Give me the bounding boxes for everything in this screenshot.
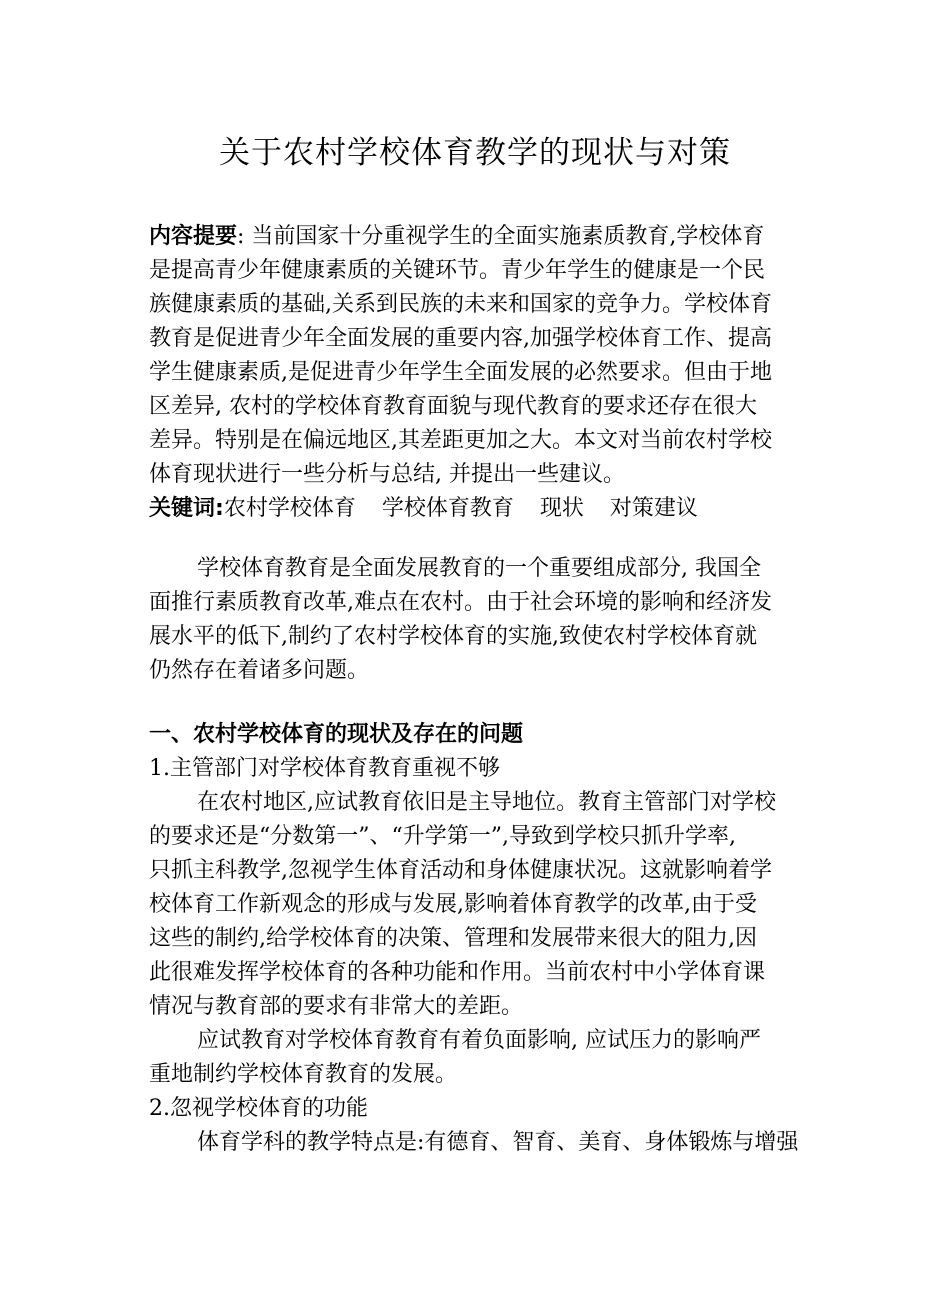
abstract-line: 学生健康素质,是促进青少年学生全面发展的必然要求。但由于地 [149,360,772,385]
document-title: 关于农村学校体育教学的现状与对策 [219,135,731,171]
abstract-line: 区差异, 农村的学校体育教育面貌与现代教育的要求还存在很大 [149,394,757,419]
intro-paragraph [149,552,834,688]
abstract-text: : 当前国家十分重视学生的全面实施素质教育,学校体育 [237,224,765,249]
abstract-line: 教育是促进青少年全面发展的重要内容,加强学校体育工作、提高 [149,326,772,351]
abstract-label: 内容提要 [149,224,238,249]
subsection-heading: 1.主管部门对学校体育教育重视不够 [149,756,500,781]
paragraph-line: 校体育工作新观念的形成与发展,影响着体育教学的改革,由于受 [149,892,757,917]
abstract-block [149,220,834,526]
keyword: 学校体育教育 [381,496,514,521]
keywords-line [149,492,834,526]
keywords-label: 关键词: [149,496,224,521]
paragraph-line: 重地制约学校体育教育的发展。 [149,1062,458,1087]
subsection-heading: 2.忽视学校体育的功能 [149,1096,368,1121]
paragraph-line: 情况与教育部的要求有非常大的差距。 [149,994,524,1019]
abstract-line: 差异。特别是在偏远地区,其差距更加之大。本文对当前农村学校 [149,428,772,453]
paragraph-line: 这些的制约,给学校体育的决策、管理和发展带来很大的阻力,因 [149,926,757,951]
section-1 [149,718,834,1160]
abstract-line: 是提高青少年健康素质的关键环节。青少年学生的健康是一个民 [149,258,766,283]
paragraph-line: 在农村地区,应试教育依旧是主导地位。教育主管部门对学校 [197,790,776,815]
paragraph-line: 体育学科的教学特点是:有德育、智育、美育、身体锻炼与增强 [197,1130,799,1155]
abstract-line [149,220,834,254]
intro-line: 面推行素质教育改革,难点在农村。由于社会环境的影响和经济发 [149,590,772,615]
paragraph-line: 此很难发挥学校体育的各种功能和作用。当前农村中小学体育课 [149,960,766,985]
keyword: 对策建议 [609,496,698,521]
paragraph-line: 的要求还是“分数第一”、“升学第一”,导致到学校只抓升学率, [149,824,736,849]
section-heading: 一、农村学校体育的现状及存在的问题 [149,722,524,747]
intro-line: 展水平的低下,制约了农村学校体育的实施,致使农村学校体育就 [149,624,757,649]
keyword: 农村学校体育 [223,496,356,521]
intro-line: 学校体育教育是全面发展教育的一个重要组成部分, 我国全 [197,556,761,581]
paragraph-line: 应试教育对学校体育教育有着负面影响, 应试压力的影响严 [197,1028,761,1053]
intro-line: 仍然存在着诸多问题。 [149,658,370,683]
keyword: 现状 [539,496,584,521]
abstract-line: 体育现状进行一些分析与总结, 并提出一些建议。 [149,462,625,487]
abstract-line: 族健康素质的基础,关系到民族的未来和国家的竞争力。学校体育 [149,292,772,317]
paragraph-line: 只抓主科教学,忽视学生体育活动和身体健康状况。这就影响着学 [149,858,772,883]
